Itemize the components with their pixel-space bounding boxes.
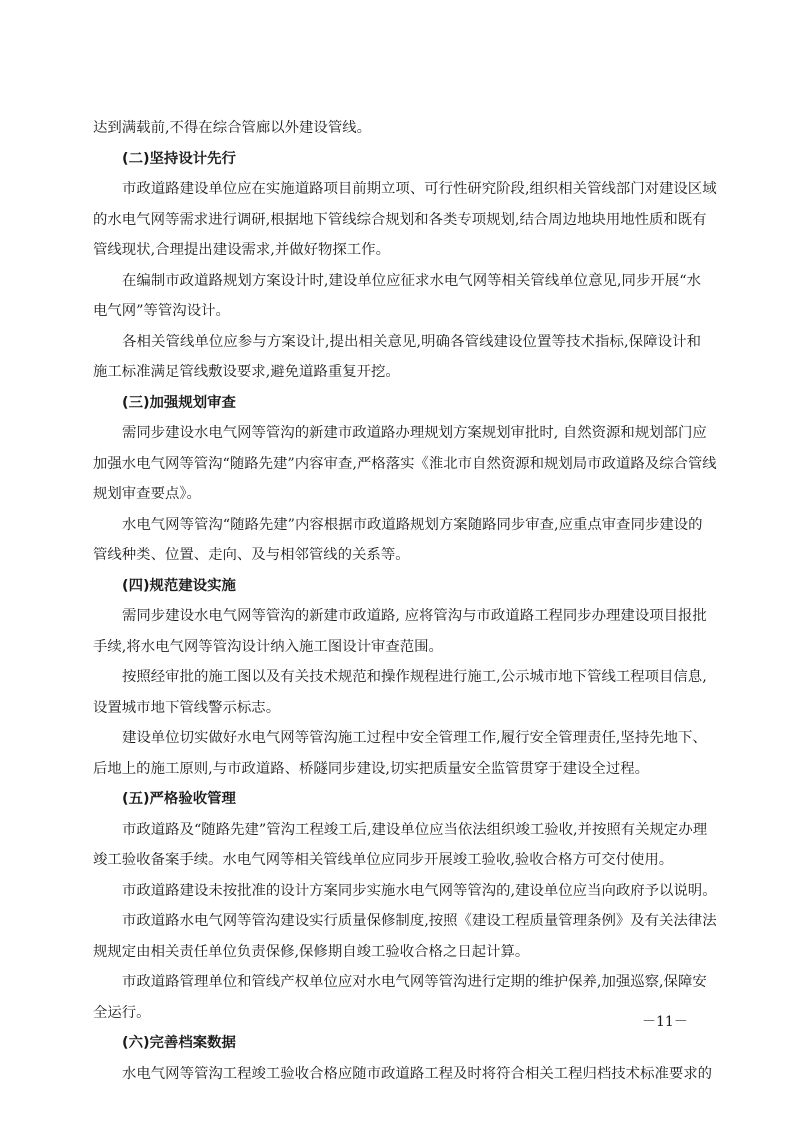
section-heading: (六)完善档案数据 xyxy=(122,1035,236,1051)
paragraph-line: 竣工验收备案手续。水电气网等相关管线单位应同步开展竣工验收,验收合格方可交付使用。 xyxy=(93,852,674,868)
paragraph-line: 市政道路及“随路先建”管沟工程竣工后,建设单位应当依法组织竣工验收,并按照有关规定办理 xyxy=(122,821,708,838)
page-number: －11－ xyxy=(642,1014,688,1030)
paragraph-line: 在编制市政道路规划方案设计时,建设单位应征求水电气网等相关管线单位意见,同步开展“水 xyxy=(122,272,701,289)
paragraph-line: 电气网”等管沟设计。 xyxy=(93,303,230,319)
paragraph-line: 市政道路管理单位和管线产权单位应对水电气网等管沟进行定期的维护保养,加强巡察,保障安 xyxy=(122,974,707,990)
paragraph-line: 需同步建设水电气网等管沟的新建市政道路办理规划方案规划审批时, 自然资源和规划部门应 xyxy=(122,425,707,441)
paragraph-line: 水电气网等管沟工程竣工验收合格应随市政道路工程及时将符合相关工程归档技术标准要求的 xyxy=(122,1065,713,1082)
paragraph-line: 后地上的施工原则,与市政道路、桥隧同步建设,切实把质量安全监管贯穿于建设全过程。 xyxy=(93,760,649,777)
paragraph-line: 按照经审批的施工图以及有关技术规范和操作规程进行施工,公示城市地下管线工程项目信息, xyxy=(122,669,707,685)
paragraph-line: 管线现状,合理提出建设需求,并做好物探工作。 xyxy=(93,242,390,258)
paragraph-line: 全运行。 xyxy=(93,1004,151,1021)
paragraph-line: 管线种类、位置、走向、及与相邻管线的关系等。 xyxy=(93,547,410,563)
paragraph-line: 加强水电气网等管沟“随路先建”内容审查,严格落实《淮北市自然资源和规划局市政道路及综合管线 xyxy=(93,455,717,472)
paragraph-line: 市政道路水电气网等管沟建设实行质量保修制度,按照《建设工程质量管理条例》及有关法律法 xyxy=(122,913,717,929)
paragraph-line: 的水电气网等需求进行调研,根据地下管线综合规划和各类专项规划,结合周边地块用地性质和既有 xyxy=(93,211,707,228)
section-heading: (五)严格验收管理 xyxy=(122,791,236,807)
section-heading: (三)加强规划审查 xyxy=(122,394,236,411)
paragraph-line: 达到满载前,不得在综合管廊以外建设管线。 xyxy=(93,120,371,136)
paragraph-line: 市政道路建设单位应在实施道路项目前期立项、可行性研究阶段,组织相关管线部门对建设区域 xyxy=(122,181,717,197)
paragraph-line: 规规定由相关责任单位负责保修,保修期自竣工验收合格之日起计算。 xyxy=(93,943,530,960)
paragraph-line: 各相关管线单位应参与方案设计,提出相关意见,明确各管线建设位置等技术指标,保障设计和 xyxy=(122,333,701,350)
section-heading: (四)规范建设实施 xyxy=(122,577,236,594)
paragraph-line: 规划审查要点》。 xyxy=(93,486,201,502)
paragraph-line: 施工标准满足管线敷设要求,避免道路重复开挖。 xyxy=(93,364,400,380)
section-heading: (二)坚持设计先行 xyxy=(122,150,236,167)
paragraph-line: 水电气网等管沟“随路先建”内容根据市政道路规划方案随路同步审查,应重点审查同步建设的 xyxy=(122,516,703,533)
paragraph-line: 设置城市地下管线警示标志。 xyxy=(93,699,281,716)
paragraph-line: 手续,将水电气网等管沟设计纳入施工图设计审查范围。 xyxy=(93,638,443,655)
paragraph-line: 建设单位切实做好水电气网等管沟施工过程中安全管理工作,履行安全管理责任,坚持先地下、 xyxy=(122,730,707,746)
paragraph-line: 需同步建设水电气网等管沟的新建市政道路, 应将管沟与市政道路工程同步办理建设项目报批 xyxy=(122,608,707,624)
paragraph-line: 市政道路建设未按批准的设计方案同步实施水电气网等管沟的,建设单位应当向政府予以说明。 xyxy=(122,882,717,899)
document-body xyxy=(93,113,717,1089)
